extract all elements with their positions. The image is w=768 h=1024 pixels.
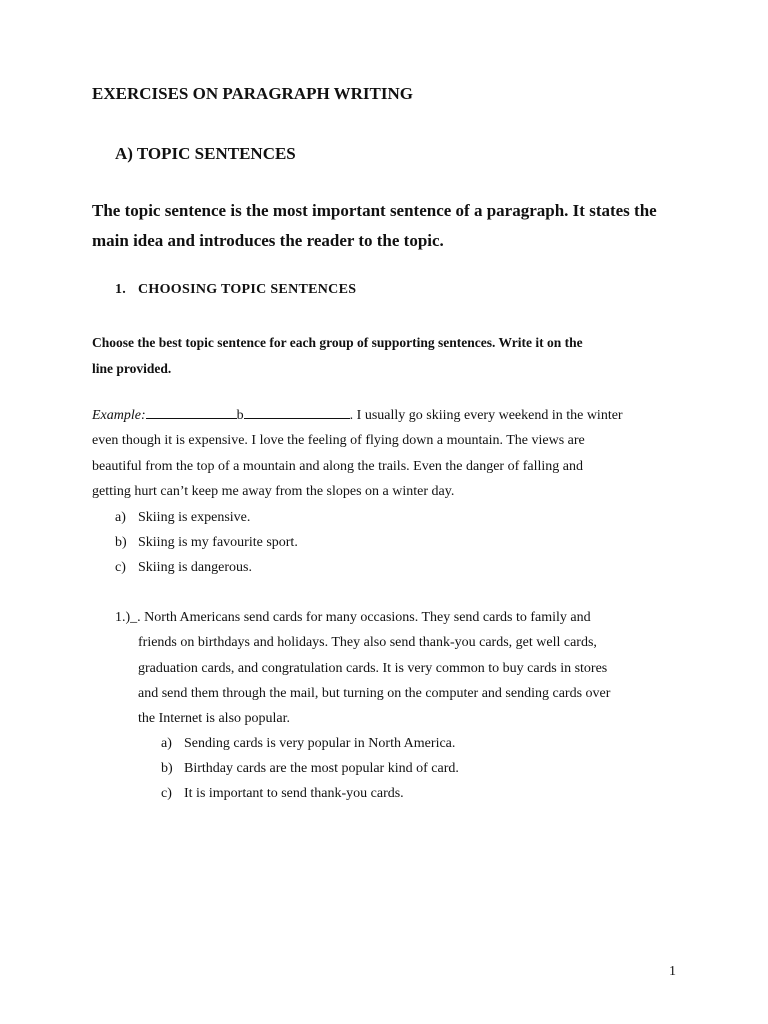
- option-letter: b): [161, 761, 173, 776]
- option-item: [161, 756, 459, 781]
- answer-blank-line: [146, 404, 237, 419]
- option-item: [115, 530, 298, 555]
- example-line-text: . I usually go skiing every weekend in the winter: [349, 408, 623, 423]
- example-answer: b: [236, 408, 244, 423]
- option-letter: c): [115, 560, 126, 575]
- example-label: Example:: [92, 408, 146, 423]
- question-1-paragraph: [138, 630, 610, 731]
- question-1-first-line: [115, 605, 591, 630]
- option-letter: b): [115, 535, 127, 550]
- intro-line: The topic sentence is the most important sentence of a paragraph. It states the: [92, 201, 657, 220]
- option-text: Birthday cards are the most popular kind of card.: [184, 761, 459, 776]
- option-text: Sending cards is very popular in North America.: [184, 736, 456, 751]
- option-letter: c): [161, 786, 172, 801]
- question-line: friends on birthdays and holidays. They also send thank-you cards, get well cards,: [138, 635, 597, 651]
- example-options: [115, 505, 298, 580]
- example-first-line: [92, 403, 623, 428]
- intro-paragraph: [92, 196, 657, 256]
- question-line: graduation cards, and congratulation cards. It is very common to buy cards in stores: [138, 660, 608, 676]
- answer-blank: _: [130, 610, 138, 625]
- question-1-options: [161, 731, 459, 806]
- subsection-heading: [115, 282, 356, 298]
- instruction-line: line provided.: [92, 361, 172, 376]
- option-item: [161, 781, 459, 806]
- option-item: [115, 505, 298, 530]
- instruction-line: Choose the best topic sentence for each group of supporting sentences. Write it on the: [92, 335, 583, 350]
- document-title: EXERCISES ON PARAGRAPH WRITING: [92, 84, 413, 103]
- intro-line: main idea and introduces the reader to the topic.: [92, 231, 444, 250]
- option-letter: a): [115, 510, 126, 525]
- option-item: [115, 555, 298, 580]
- question-line: and send them through the mail, but turning on the computer and sending cards over: [138, 685, 611, 701]
- example-line: even though it is expensive. I love the feeling of flying down a mountain. The views are: [92, 433, 585, 449]
- option-text: Skiing is dangerous.: [138, 560, 252, 575]
- example-line: beautiful from the top of a mountain and along the trails. Even the danger of falling and: [92, 458, 584, 474]
- option-item: [161, 731, 459, 756]
- option-text: It is important to send thank-you cards.: [184, 786, 404, 801]
- page-number: 1: [669, 964, 676, 979]
- option-letter: a): [161, 736, 172, 751]
- example-line: getting hurt can’t keep me away from the slopes on a winter day.: [92, 483, 455, 499]
- question-line: the Internet is also popular.: [138, 711, 291, 727]
- question-number: 1.): [115, 610, 131, 625]
- option-text: Skiing is expensive.: [138, 510, 251, 525]
- instruction-paragraph: [92, 330, 583, 382]
- example-paragraph: [92, 403, 623, 504]
- option-text: Skiing is my favourite sport.: [138, 535, 298, 550]
- answer-blank-line: [244, 404, 350, 419]
- question-line-text: . North Americans send cards for many occasions. They send cards to family and: [137, 610, 591, 625]
- subsection-title: CHOOSING TOPIC SENTENCES: [138, 282, 357, 297]
- subsection-number: 1.: [115, 282, 127, 297]
- section-heading: A) TOPIC SENTENCES: [115, 144, 296, 163]
